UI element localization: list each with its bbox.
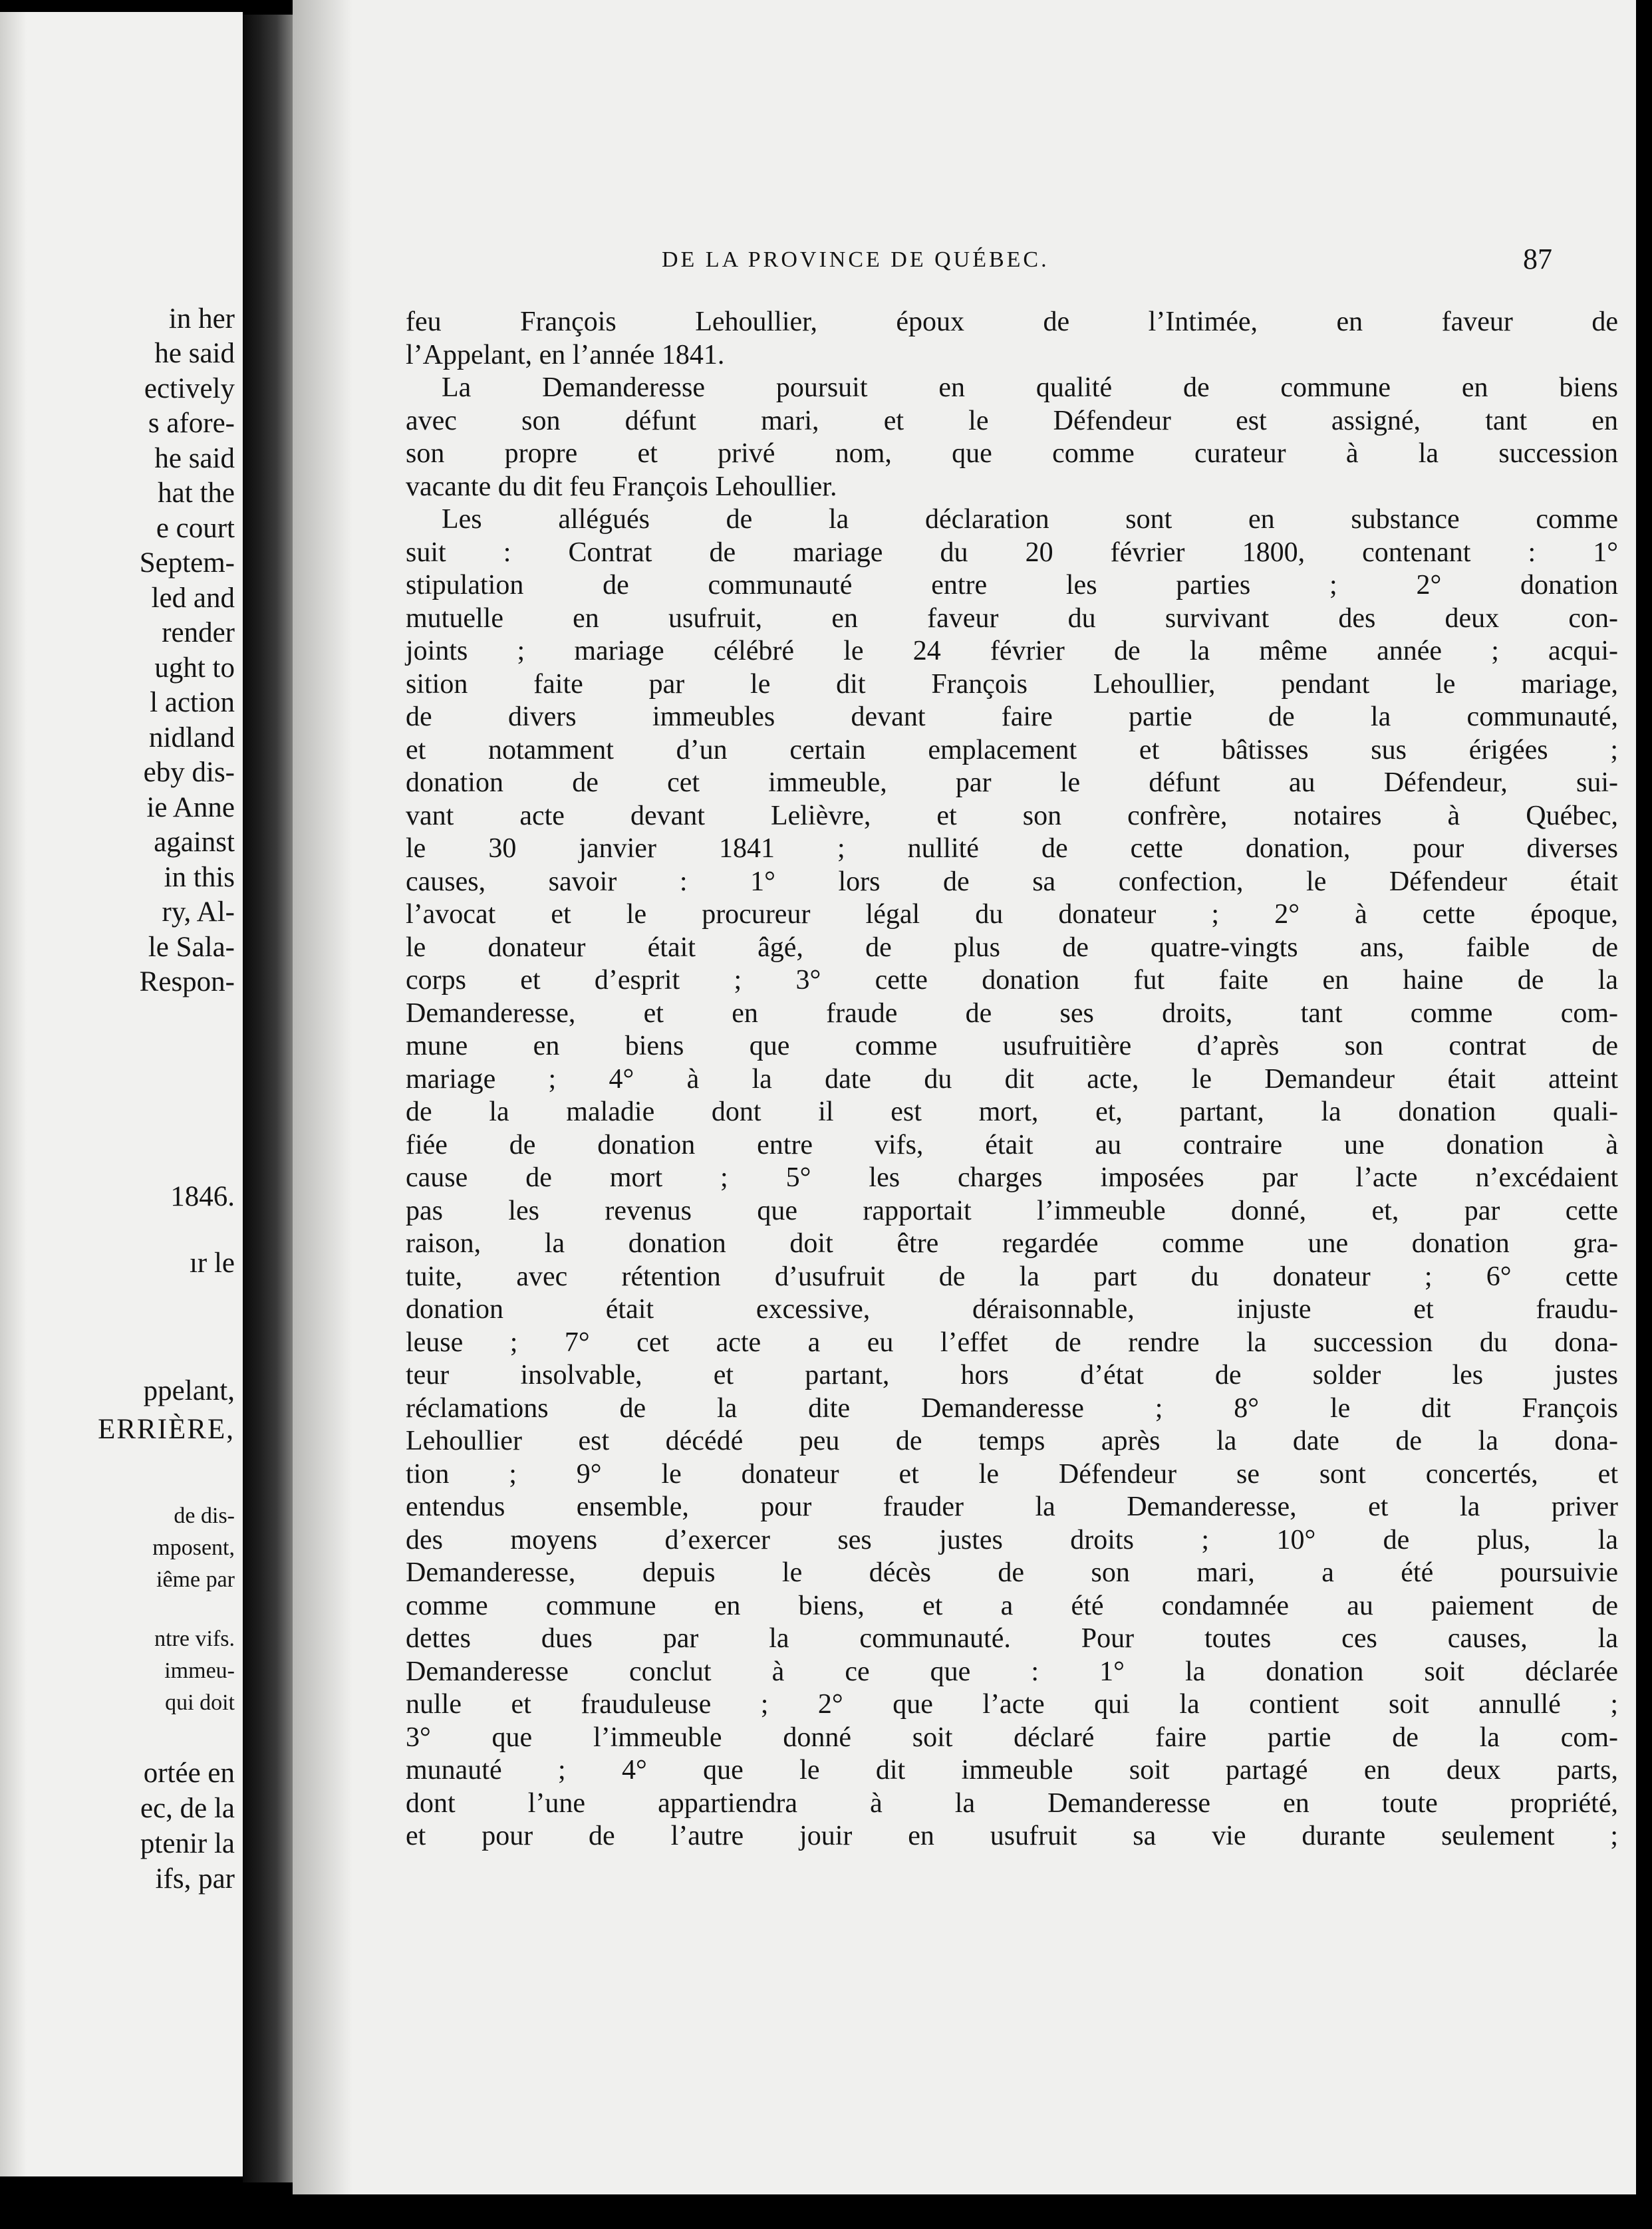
- text-line: entendus ensemble, pour frauder la Demanderesse, et la priver: [406, 1492, 1618, 1522]
- text-line: comme commune en biens, et a été condamnée au paiement de: [406, 1590, 1618, 1621]
- text-line: donation était excessive, déraisonnable, injuste et fraudu-: [406, 1294, 1618, 1325]
- facing-page-line: s afore-: [148, 408, 235, 439]
- text-line: raison, la donation doit être regardée comme une donation gra-: [406, 1228, 1618, 1259]
- text-line: nulle et frauduleuse ; 2° que l’acte qui la contient soit annullé ;: [406, 1689, 1618, 1720]
- text-line: et notamment d’un certain emplacement et bâtisses sus érigées ;: [406, 734, 1618, 765]
- page-number: 87: [1523, 243, 1552, 275]
- facing-page-line: 1846.: [170, 1181, 235, 1212]
- text-line: Lehoullier est décédé peu de temps après la date de la dona-: [406, 1426, 1618, 1456]
- text-line: dettes dues par la communauté. Pour toutes ces causes, la: [406, 1623, 1618, 1654]
- text-line: Demanderesse, et en fraude de ses droits, tant comme com-: [406, 997, 1618, 1029]
- text-line: sition faite par le dit François Lehoullier, pendant le mariage,: [406, 668, 1618, 700]
- text-line: pas les revenus que rapportait l’immeuble donné, et, par cette: [406, 1195, 1618, 1226]
- text-line: Demanderesse conclut à ce que : 1° la donation soit déclarée: [406, 1656, 1618, 1687]
- text-line: son propre et privé nom, que comme curateur à la succession: [406, 438, 1618, 469]
- text-line: avec son défunt mari, et le Défendeur est assigné, tant en: [406, 405, 1618, 436]
- facing-page-line: immeu-: [164, 1658, 235, 1683]
- text-line: joints ; mariage célébré le 24 février de la même année ; acqui-: [406, 636, 1618, 666]
- facing-page-line: ry, Al-: [162, 896, 235, 928]
- text-line: le donateur était âgé, de plus de quatre-vingts ans, faible de: [406, 932, 1618, 963]
- text-line: feu François Lehoullier, époux de l’Intimée, en faveur de: [406, 307, 1618, 337]
- left-page-gutter: [0, 12, 27, 2176]
- facing-page-line: led and: [151, 583, 235, 614]
- text-line: teur insolvable, et partant, hors d’état de solder les justes: [406, 1360, 1618, 1390]
- facing-page-line: he said: [154, 338, 235, 369]
- text-line: l’avocat et le procureur légal du donateur ; 2° à cette époque,: [406, 899, 1618, 930]
- text-line: cause de mort ; 5° les charges imposées par l’acte n’excédaient: [406, 1162, 1618, 1193]
- text-line: 3° que l’immeuble donné soit déclaré faire partie de la com-: [406, 1722, 1618, 1753]
- scan-border: [1636, 0, 1652, 2229]
- facing-page-line: ptenir la: [140, 1828, 235, 1859]
- text-line: munauté ; 4° que le dit immeuble soit partagé en deux parts,: [406, 1755, 1618, 1785]
- text-line: des moyens d’exercer ses justes droits ; 10° de plus, la: [406, 1524, 1618, 1555]
- text-line: leuse ; 7° cet acte a eu l’effet de rendre la succession du dona-: [406, 1327, 1618, 1358]
- text-line: mutuelle en usufruit, en faveur du survivant des deux con-: [406, 602, 1618, 634]
- text-line: Demanderesse, depuis le décès de son mari, a été poursuivie: [406, 1557, 1618, 1588]
- text-line: mune en biens que comme usufruitière d’après son contrat de: [406, 1031, 1618, 1061]
- facing-page-fragment: [0, 12, 243, 2176]
- text-line: vant acte devant Lelièvre, et son confrère, notaires à Québec,: [406, 800, 1618, 831]
- facing-page-line: ec, de la: [140, 1793, 235, 1824]
- facing-page-line: eby dis-: [143, 757, 235, 788]
- facing-page-line: le Sala-: [148, 932, 235, 963]
- running-head: DE LA PROVINCE DE QUÉBEC.: [662, 247, 1049, 272]
- facing-page-line: ppelant,: [143, 1375, 235, 1406]
- text-line: causes, savoir : 1° lors de sa confection, le Défendeur était: [406, 866, 1618, 897]
- facing-page-line: ır le: [189, 1247, 235, 1279]
- facing-page-line: against: [154, 827, 235, 858]
- facing-page-line: l action: [150, 687, 235, 718]
- text-line: et pour de l’autre jouir en usufruit sa vie durante seulement ;: [406, 1821, 1618, 1851]
- page-87: [293, 0, 1636, 2194]
- facing-page-line: in this: [164, 862, 235, 893]
- text-line: de la maladie dont il est mort, et, partant, la donation quali-: [406, 1097, 1618, 1127]
- facing-page-line: render: [162, 617, 235, 648]
- facing-page-line: ught to: [154, 652, 235, 684]
- text-line: de divers immeubles devant faire partie de la communauté,: [406, 702, 1618, 732]
- text-line: stipulation de communauté entre les parties ; 2° donation: [406, 570, 1618, 600]
- text-line: tion ; 9° le donateur et le Défendeur se sont concertés, et: [406, 1458, 1618, 1490]
- facing-page-line: qui doit: [165, 1690, 235, 1715]
- text-line: fiée de donation entre vifs, était au contraire une donation à: [406, 1129, 1618, 1160]
- facing-page-line: hat the: [158, 477, 235, 509]
- text-line: le 30 janvier 1841 ; nullité de cette donation, pour diverses: [406, 833, 1618, 864]
- facing-page-line: ectively: [144, 373, 235, 404]
- facing-page-line: ERRIÈRE,: [98, 1414, 235, 1445]
- text-line: dont l’une appartiendra à la Demanderesse en toute propriété,: [406, 1787, 1618, 1819]
- text-line: vacante du dit feu François Lehoullier.: [406, 471, 837, 502]
- text-line: donation de cet immeuble, par le défunt au Défendeur, sui-: [406, 767, 1618, 798]
- facing-page-line: nidland: [149, 722, 235, 753]
- text-line: La Demanderesse poursuit en qualité de commune en biens: [442, 372, 1618, 403]
- facing-page-line: Septem-: [139, 547, 235, 579]
- facing-page-line: ifs, par: [155, 1863, 235, 1895]
- text-line: corps et d’esprit ; 3° cette donation fut faite en haine de la: [406, 965, 1618, 995]
- gutter-shadow: [293, 0, 352, 2194]
- facing-page-line: ie Anne: [146, 792, 235, 823]
- facing-page-line: de dis-: [174, 1504, 235, 1528]
- facing-page-line: Respon-: [139, 966, 235, 997]
- text-line: mariage ; 4° à la date du dit acte, le Demandeur était atteint: [406, 1063, 1618, 1095]
- text-line: Les allégués de la déclaration sont en substance comme: [442, 504, 1618, 535]
- facing-page-line: he said: [154, 443, 235, 474]
- facing-page-line: ortée en: [143, 1758, 235, 1789]
- facing-page-line: iême par: [156, 1567, 235, 1592]
- body-text: [406, 306, 1618, 1853]
- facing-page-line: mposent,: [152, 1535, 235, 1560]
- text-line: réclamations de la dite Demanderesse ; 8° le dit François: [406, 1392, 1618, 1424]
- book-spine: [243, 15, 299, 2182]
- text-line: suit : Contrat de mariage du 20 février 1800, contenant : 1°: [406, 537, 1618, 568]
- text-line: tuite, avec rétention d’usufruit de la part du donateur ; 6° cette: [406, 1261, 1618, 1292]
- facing-page-line: in her: [168, 303, 235, 334]
- facing-page-line: ntre vifs.: [154, 1627, 235, 1651]
- text-line: l’Appelant, en l’année 1841.: [406, 339, 725, 370]
- facing-page-line: e court: [156, 513, 235, 544]
